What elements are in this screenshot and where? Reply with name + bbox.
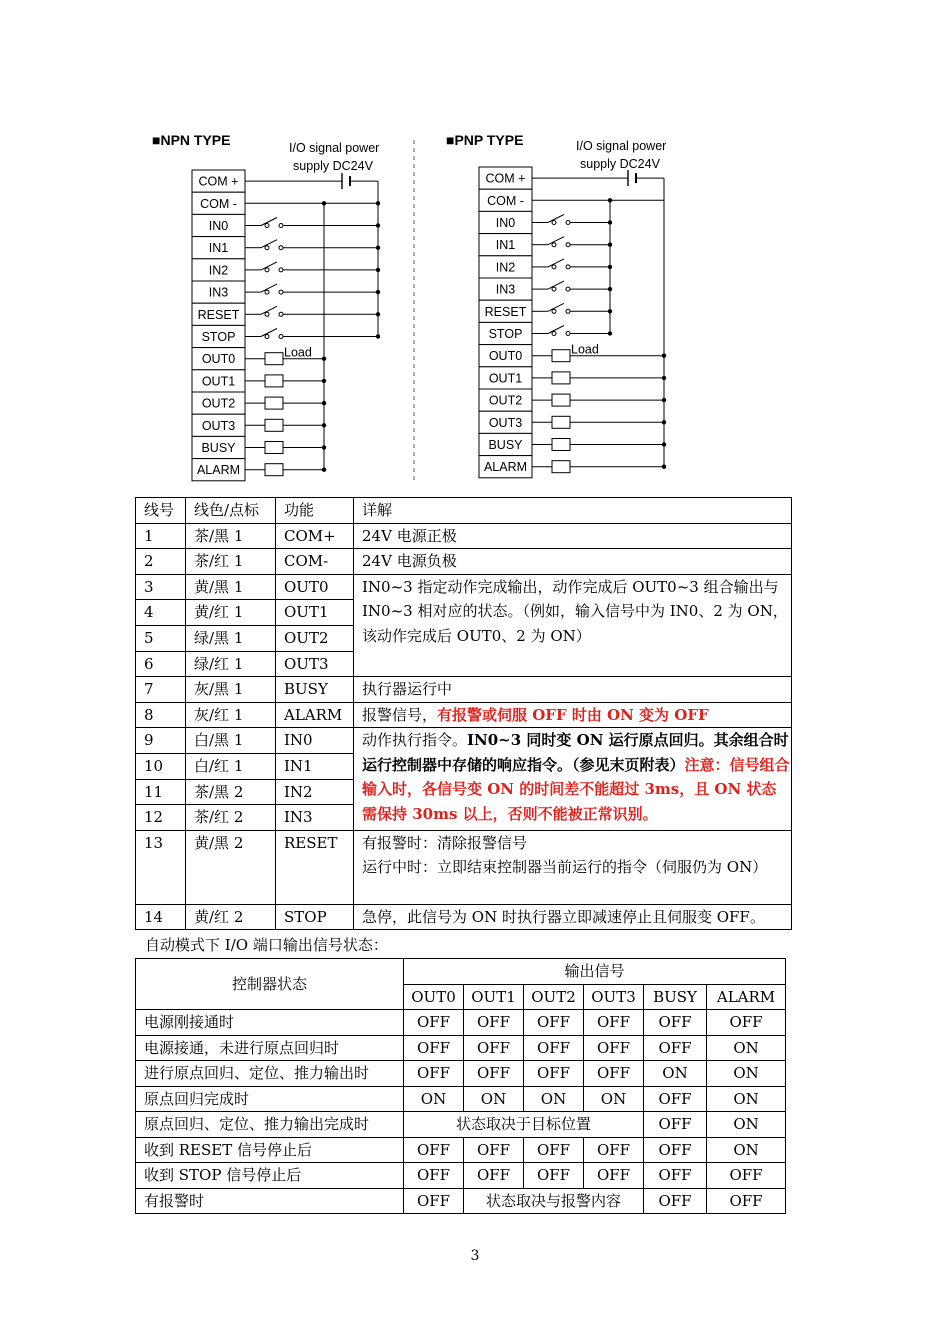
switch-terminal [552, 332, 556, 336]
header-cell: 线色/点标 [186, 498, 276, 524]
npn-title: ■NPN TYPE [152, 132, 231, 148]
state-header: 控制器状态 [136, 959, 404, 1010]
table-row [136, 1188, 786, 1214]
wire-detail-in [354, 728, 792, 830]
wire-color: 茶/红 1 [186, 549, 276, 575]
in-detail-text: 动作执行指令。 [362, 731, 468, 750]
wire-color: 茶/黑 2 [186, 779, 276, 805]
wiring-table [135, 497, 792, 930]
wire-function: COM- [276, 549, 354, 575]
switch-terminal [279, 246, 283, 250]
wire-color: 茶/黑 1 [186, 523, 276, 549]
table-row [136, 904, 792, 930]
output-header: 输出信号 [404, 959, 786, 985]
wire-no: 9 [136, 728, 186, 754]
signal-cell: OFF [404, 1035, 464, 1061]
signal-cell: OFF [464, 1035, 524, 1061]
header-cell: 线号 [136, 498, 186, 524]
signal-cell: OFF [404, 1188, 464, 1214]
signal-cell: OFF [644, 1137, 707, 1163]
terminal-label: IN0 [208, 219, 229, 233]
wire-detail: 24V 电源正极 [354, 523, 792, 549]
column-header: OUT0 [404, 984, 464, 1010]
signal-cell: OFF [464, 1137, 524, 1163]
switch-terminal [552, 265, 556, 269]
signal-cell: ON [707, 1061, 786, 1087]
terminal-label: OUT0 [201, 352, 236, 367]
merged-signal-cell: 状态取决与报警内容 [464, 1188, 644, 1214]
wire-function: IN2 [276, 779, 354, 805]
wire-no: 3 [136, 574, 186, 600]
switch-terminal [279, 335, 283, 339]
signal-cell: OFF [464, 1061, 524, 1087]
wire-detail: 急停，此信号为 ON 时执行器立即减速停止且伺服变 OFF。 [354, 904, 792, 930]
signal-cell: OFF [584, 1061, 644, 1087]
column-header: OUT2 [524, 984, 584, 1010]
wire-function: IN0 [276, 728, 354, 754]
wire-no: 6 [136, 651, 186, 677]
pnp-diagram [446, 132, 666, 478]
header-cell: 功能 [276, 498, 354, 524]
npn-diagram [152, 132, 380, 481]
pnp-title: ■PNP TYPE [446, 132, 524, 148]
signal-cell: ON [644, 1061, 707, 1087]
terminal-label: RESET [197, 307, 240, 322]
table-row [136, 1061, 786, 1087]
terminal-label: RESET [484, 304, 527, 319]
column-header: OUT3 [584, 984, 644, 1010]
switch-terminal [279, 268, 283, 272]
terminal-label: COM - [487, 193, 524, 208]
switch-terminal [552, 243, 556, 247]
signal-cell: OFF [644, 1112, 707, 1138]
wire-color: 黄/红 2 [186, 904, 276, 930]
load-box [552, 416, 570, 428]
column-header: OUT1 [464, 984, 524, 1010]
signal-cell: OFF [524, 1137, 584, 1163]
wire-color: 绿/红 1 [186, 651, 276, 677]
table-row [136, 523, 792, 549]
signal-cell: ON [404, 1086, 464, 1112]
load-box [265, 397, 283, 409]
switch-terminal [265, 290, 269, 294]
wire-no: 4 [136, 600, 186, 626]
terminal-label: OUT1 [201, 374, 236, 389]
terminal-label: IN2 [208, 263, 229, 278]
wire-function: OUT1 [276, 600, 354, 626]
terminal-label: BUSY [488, 438, 523, 452]
switch-terminal [566, 309, 570, 313]
state-cell: 电源刚接通时 [136, 1010, 404, 1036]
wire-color: 茶/红 2 [186, 805, 276, 831]
wire-color: 黄/黑 2 [186, 830, 276, 904]
state-cell: 有报警时 [136, 1188, 404, 1214]
table-row [136, 830, 792, 904]
switch-terminal [566, 265, 570, 269]
wire-color: 白/黑 1 [186, 728, 276, 754]
wire-function: OUT2 [276, 625, 354, 651]
npn-power-label-1: I/O signal power [289, 141, 380, 155]
load-label: Load [284, 345, 312, 360]
load-box [265, 464, 283, 476]
table-row [136, 1137, 786, 1163]
signal-cell: ON [707, 1137, 786, 1163]
load-box [552, 394, 570, 406]
reset-detail-line2: 运行中时：立即结束控制器当前运行的指令（伺服仍为 ON） [362, 858, 768, 877]
table-row [136, 1163, 786, 1189]
switch-terminal [279, 224, 283, 228]
terminal-label: OUT3 [488, 415, 523, 430]
switch-terminal [552, 287, 556, 291]
signal-cell: OFF [464, 1163, 524, 1189]
wire-function: IN3 [276, 805, 354, 831]
signal-cell: OFF [584, 1035, 644, 1061]
alarm-detail-text: 报警信号， [362, 705, 438, 724]
terminal-label: OUT0 [488, 349, 523, 364]
table-row [136, 574, 792, 600]
wire-color: 黄/黑 1 [186, 574, 276, 600]
signal-cell: OFF [707, 1188, 786, 1214]
switch-terminal [265, 246, 269, 250]
switch-terminal [279, 312, 283, 316]
terminal-label: COM + [198, 174, 239, 189]
in-detail-bold: IN0~3 同时变 ON 运行原点回归。其余组合时运行控制器中存储的响应指令。（参见末页附表） [362, 731, 789, 774]
load-box [552, 439, 570, 451]
state-cell: 原点回归、定位、推力输出完成时 [136, 1112, 404, 1138]
load-box [265, 419, 283, 431]
load-box [552, 350, 570, 362]
signal-cell: OFF [524, 1061, 584, 1087]
wire-no: 1 [136, 523, 186, 549]
signal-cell: OFF [644, 1188, 707, 1214]
wire-function: STOP [276, 904, 354, 930]
table-row [136, 1086, 786, 1112]
signal-cell: OFF [707, 1010, 786, 1036]
switch-terminal [265, 224, 269, 228]
wire-color: 黄/红 1 [186, 600, 276, 626]
status-table [135, 958, 786, 1214]
page-number: 3 [470, 1248, 480, 1264]
signal-cell: OFF [584, 1010, 644, 1036]
in-detail-warning: 注意：信号组合输入时，各信号变 ON 的时间差不能超过 3ms，且 ON 状态需保持 30ms 以上，否则不能被正常识别。 [362, 755, 790, 823]
wire-function: RESET [276, 830, 354, 904]
table-row [136, 549, 792, 575]
terminal-label: STOP [201, 330, 236, 344]
signal-cell: ON [707, 1112, 786, 1138]
wire-function: COM+ [276, 523, 354, 549]
switch-terminal [265, 335, 269, 339]
wire-detail-out: IN0~3 指定动作完成输出，动作完成后 OUT0~3 组合输出与 IN0~3 相对应的状态。（例如，输入信号中为 IN0、2 为 ON，该动作完成后 OUT0、2 为 ON） [354, 574, 792, 676]
terminal-label: BUSY [201, 441, 236, 455]
signal-cell: ON [707, 1086, 786, 1112]
wire-function: IN1 [276, 753, 354, 779]
load-box [552, 372, 570, 384]
junction-dot [608, 198, 612, 202]
reset-detail-line1: 有报警时：清除报警信号 [362, 833, 528, 852]
signal-cell: OFF [644, 1010, 707, 1036]
load-box [265, 442, 283, 454]
terminal-label: IN1 [208, 241, 229, 256]
table-row [136, 1010, 786, 1036]
wire-color: 灰/黑 1 [186, 677, 276, 703]
wire-detail-reset [354, 830, 792, 904]
load-label: Load [571, 342, 599, 357]
pnp-power-label-2: supply DC24V [580, 157, 660, 171]
table-row [136, 1035, 786, 1061]
terminal-label: OUT3 [201, 418, 236, 433]
load-box [265, 375, 283, 387]
wire-function: BUSY [276, 677, 354, 703]
wire-no: 10 [136, 753, 186, 779]
signal-cell: OFF [644, 1086, 707, 1112]
signal-cell: OFF [524, 1010, 584, 1036]
signal-cell: OFF [644, 1035, 707, 1061]
terminal-label: COM - [200, 196, 237, 211]
signal-cell: OFF [404, 1137, 464, 1163]
table-row [136, 702, 792, 728]
column-header: BUSY [644, 984, 707, 1010]
state-cell: 电源接通，未进行原点回归时 [136, 1035, 404, 1061]
terminal-label: OUT2 [201, 396, 236, 411]
signal-cell: OFF [524, 1035, 584, 1061]
switch-terminal [265, 312, 269, 316]
signal-cell: ON [584, 1086, 644, 1112]
switch-terminal [566, 287, 570, 291]
state-cell: 进行原点回归、定位、推力输出时 [136, 1061, 404, 1087]
switch-terminal [566, 332, 570, 336]
signal-cell: OFF [404, 1061, 464, 1087]
wire-color: 绿/黑 1 [186, 625, 276, 651]
signal-cell: OFF [644, 1163, 707, 1189]
terminal-label: OUT2 [488, 393, 523, 408]
wire-function: ALARM [276, 702, 354, 728]
signal-cell: OFF [584, 1163, 644, 1189]
terminal-label: IN0 [495, 216, 516, 230]
junction-dot [322, 201, 326, 205]
table-header-row [136, 498, 792, 524]
signal-cell: OFF [707, 1163, 786, 1189]
switch-terminal [566, 243, 570, 247]
terminal-label: ALARM [196, 463, 241, 478]
wire-no: 7 [136, 677, 186, 703]
state-cell: 原点回归完成时 [136, 1086, 404, 1112]
wire-no: 5 [136, 625, 186, 651]
terminal-label: OUT1 [488, 371, 523, 386]
terminal-label: IN3 [495, 282, 516, 297]
wire-no: 8 [136, 702, 186, 728]
switch-terminal [566, 221, 570, 225]
table-row [136, 1112, 786, 1138]
column-header: ALARM [707, 984, 786, 1010]
alarm-detail-warning: 有报警或伺服 OFF 时由 ON 变为 OFF [437, 705, 709, 724]
switch-terminal [265, 268, 269, 272]
signal-cell: OFF [404, 1163, 464, 1189]
terminal-label: IN2 [495, 260, 516, 275]
terminal-label: IN1 [495, 238, 516, 253]
load-box [265, 353, 283, 365]
table-row [136, 677, 792, 703]
state-cell: 收到 STOP 信号停止后 [136, 1163, 404, 1189]
wire-no: 11 [136, 779, 186, 805]
header-cell: 详解 [354, 498, 792, 524]
pnp-power-label-1: I/O signal power [576, 139, 667, 153]
table-row [136, 728, 792, 754]
switch-terminal [552, 309, 556, 313]
wire-color: 白/红 1 [186, 753, 276, 779]
signal-cell: ON [524, 1086, 584, 1112]
wire-function: OUT3 [276, 651, 354, 677]
signal-cell: OFF [464, 1010, 524, 1036]
wire-detail: 24V 电源负极 [354, 549, 792, 575]
junction-dot [376, 201, 380, 205]
signal-cell: OFF [524, 1163, 584, 1189]
wire-no: 14 [136, 904, 186, 930]
wire-no: 13 [136, 830, 186, 904]
terminal-label: IN3 [208, 285, 229, 300]
load-box [552, 461, 570, 473]
terminal-label: COM + [485, 171, 526, 186]
merged-signal-cell: 状态取决于目标位置 [404, 1112, 644, 1138]
signal-cell: OFF [584, 1137, 644, 1163]
switch-terminal [552, 221, 556, 225]
state-cell: 收到 RESET 信号停止后 [136, 1137, 404, 1163]
wire-detail: 执行器运行中 [354, 677, 792, 703]
signal-cell: OFF [404, 1010, 464, 1036]
terminal-label: ALARM [483, 460, 528, 475]
wiring-diagram [0, 0, 950, 490]
wire-color: 灰/红 1 [186, 702, 276, 728]
wire-no: 2 [136, 549, 186, 575]
wire-no: 12 [136, 805, 186, 831]
wire-function: OUT0 [276, 574, 354, 600]
switch-terminal [279, 290, 283, 294]
npn-power-label-2: supply DC24V [293, 159, 373, 173]
signal-cell: ON [707, 1035, 786, 1061]
status-header-row [136, 959, 786, 985]
status-table-caption: 自动模式下 I/O 端口输出信号状态： [145, 936, 388, 954]
terminal-label: STOP [488, 327, 523, 341]
signal-cell: ON [464, 1086, 524, 1112]
wire-detail-alarm [354, 702, 792, 728]
